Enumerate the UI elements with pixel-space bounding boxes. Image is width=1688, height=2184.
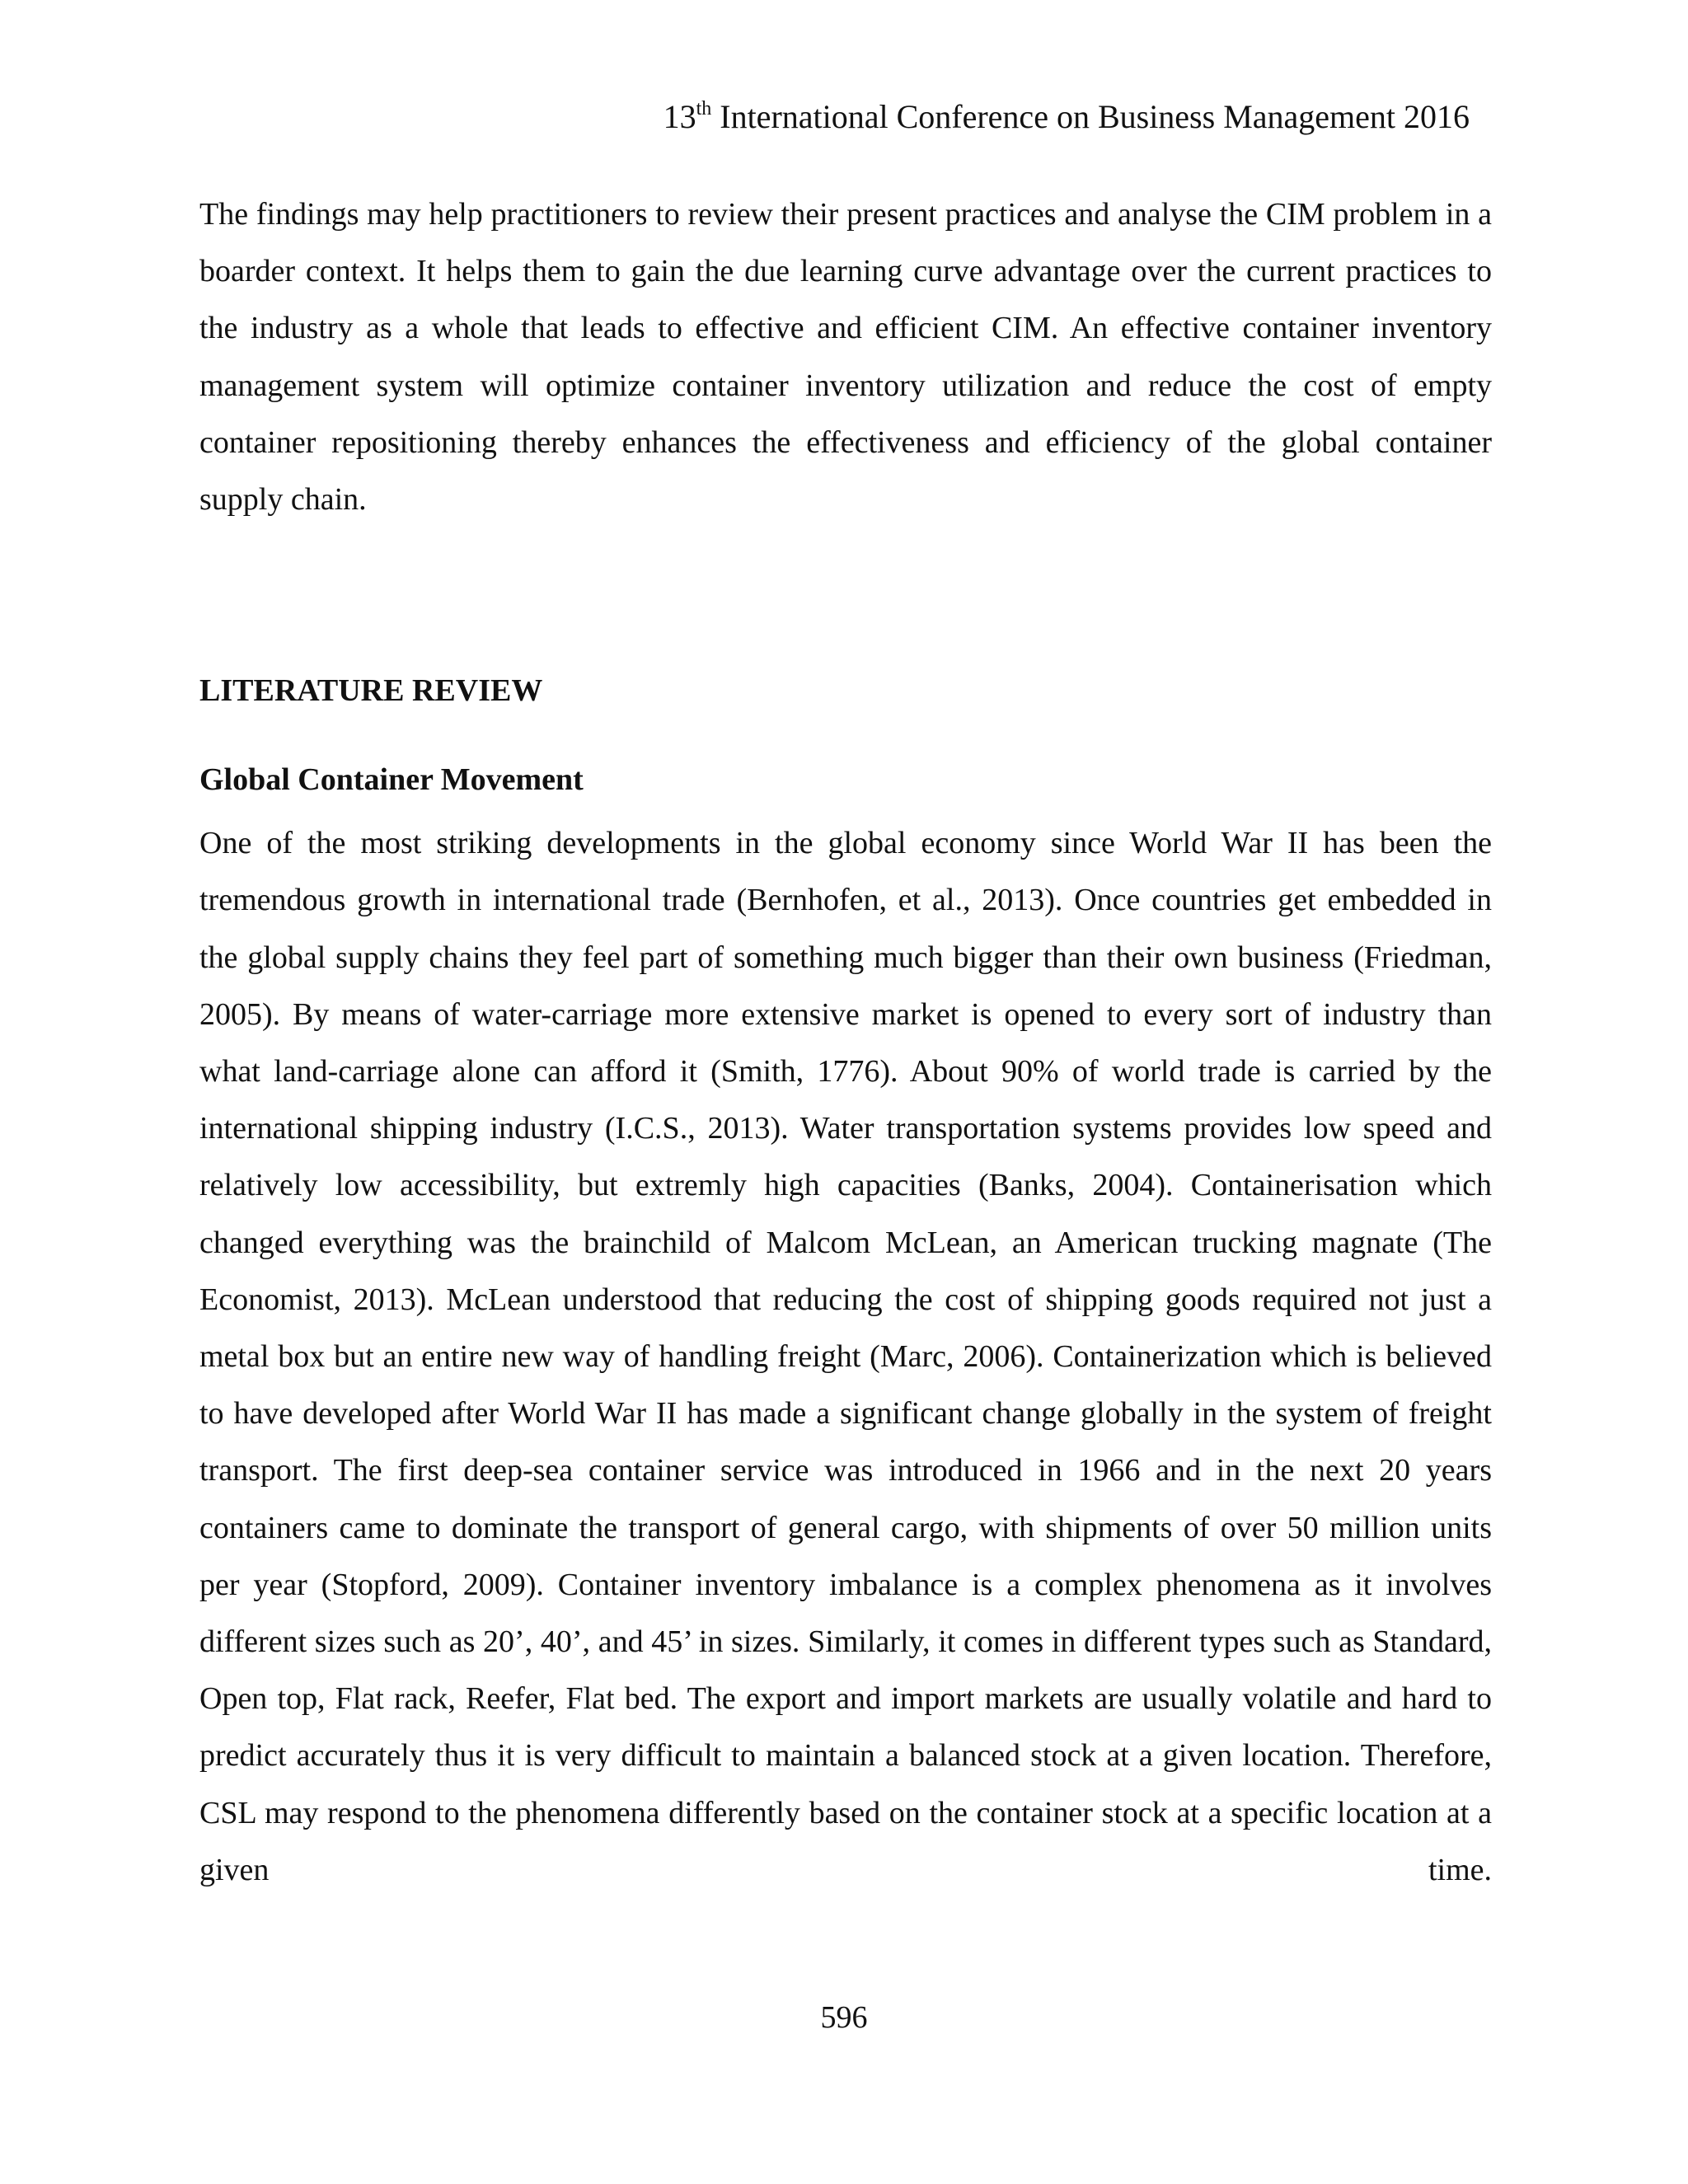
page-content xyxy=(199,186,1492,1899)
running-header xyxy=(663,92,1470,142)
header-ordinal-suffix: th xyxy=(696,98,712,120)
page-number: 596 xyxy=(820,2000,868,2035)
header-conference-title: International Conference on Business Management 2016 xyxy=(711,98,1470,135)
section-heading-literature-review: LITERATURE REVIEW xyxy=(199,673,543,709)
subsection-heading-global-container-movement: Global Container Movement xyxy=(199,762,584,798)
intro-paragraph: The findings may help practitioners to review their present practices and analyse the CIM problem in a boarder context. It helps them to gain the due learning curve advantage over the current practices to the industry as a whole that leads to effective and efficient CIM. An effective container inventory management system will optimize container inventory utilization and reduce the cost of empty container repositioning thereby enhances the effectiveness and efficiency of the global container supply chain. xyxy=(199,197,1492,518)
header-ordinal-number: 13 xyxy=(663,98,696,135)
body-paragraph: One of the most striking developments in the global economy since World War II has been the tremendous growth in international trade (Bernhofen, et al., 2013). Once countries get embedded in the global supply chains they feel part of something much bigger than their own business (Friedman, 2005). By means of water-carriage more extensive market is opened to every sort of industry than what land-carriage alone can afford it (Smith, 1776). About 90% of world trade is carried by the international shipping industry (I.C.S., 2013). Water transportation systems provides low speed and relatively low accessibility, but extremly high capacities (Banks, 2004). Containerisation which changed everything was the brainchild of Malcom McLean, an American trucking magnate (The Economist, 2013). McLean understood that reducing the cost of shipping goods required not just a metal box but an entire new way of handling freight (Marc, 2006). Containerization which is believed to have developed after World War II has made a significant change globally in the system of freight transport. The first deep-sea container service was introduced in 1966 and in the next 20 years containers came to dominate the transport of general cargo, with shipments of over 50 million units per year (Stopford, 2009). Container inventory imbalance is a complex phenomena as it involves different sizes such as 20’, 40’, and 45’ in sizes. Similarly, it comes in different types such as Standard, Open top, Flat rack, Reefer, Flat bed. The export and import markets are usually volatile and hard to predict accurately thus it is very difficult to maintain a balanced stock at a given location. Therefore, CSL may respond to the phenomena differently based on the container stock at a specific location at a given time. xyxy=(199,826,1492,1887)
